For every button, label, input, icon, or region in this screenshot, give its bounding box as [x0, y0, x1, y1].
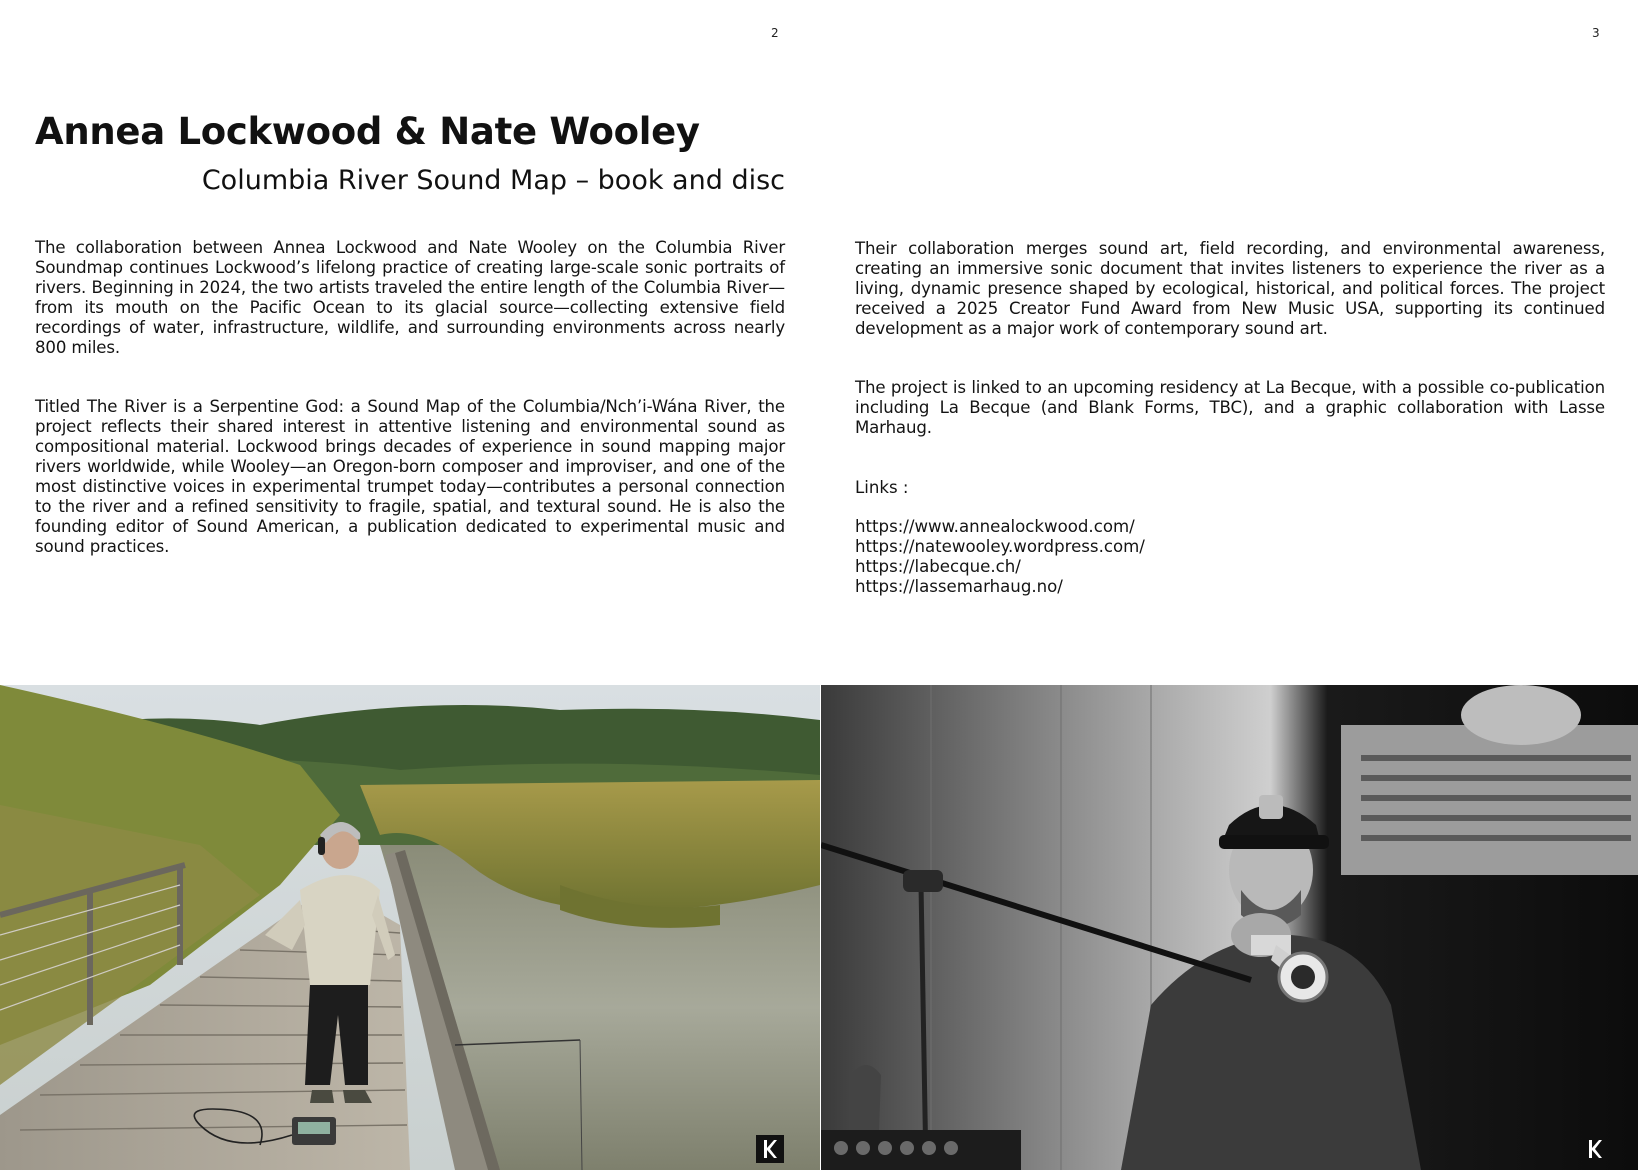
page-title: Annea Lockwood & Nate Wooley — [35, 110, 700, 153]
link-item — [855, 537, 1145, 557]
page-number-right: 3 — [1592, 26, 1600, 40]
paragraph-residency: The project is linked to an upcoming residency at La Becque, with a possible co-publication including La Becque (and Blank Forms, TBC), and a graphic collaboration with Lasse Marhaug. — [855, 378, 1605, 437]
page-number-left: 2 — [771, 26, 779, 40]
page-subtitle: Columbia River Sound Map – book and disc — [201, 165, 785, 196]
link-item — [855, 577, 1145, 597]
publisher-logo-icon — [1581, 1135, 1609, 1163]
publisher-logo-icon — [756, 1135, 784, 1163]
links-list — [855, 517, 1145, 597]
link-item — [855, 517, 1145, 537]
paragraph-collaboration: The collaboration between Annea Lockwood and Nate Wooley on the Columbia River Soundmap continues Lockwood’s lifelong practice of creating large-scale sonic portraits of rivers. Beginning in 2024, the two artists traveled the entire length of the Columbia River—from its mouth on the Pacific Ocean to its glacial source—collecting extensive field recordings of water, infrastructure, wildlife, and surrounding environments across nearly 800 miles. — [35, 238, 785, 357]
paragraph-project: Titled The River is a Serpentine God: a Sound Map of the Columbia/Nch’i-Wána River, the project reflects their shared interest in attentive listening and environmental sound as compositional material. Lockwood brings decades of experience in sound mapping major rivers worldwide, while Wooley—an Oregon-born composer and improviser, and one of the most distinctive voices in experimental trumpet today—contributes a personal connection to the river and a refined sensitivity to fragile, spatial, and textural sound. He is also the founding editor of Sound American, a publication dedicated to experimental music and sound practices. — [35, 397, 785, 556]
link-item — [855, 557, 1145, 577]
marsh-scene-illustration — [0, 685, 820, 1170]
link-lassemarhaug[interactable]: https://lassemarhaug.no/ — [855, 577, 1063, 596]
paragraph-merges: Their collaboration merges sound art, field recording, and environmental awareness, creating an immersive sonic document that invites listeners to experience the river as a living, dynamic presence shaped by ecological, historical, and political forces. The project received a 2025 Creator Fund Award from New Music USA, supporting its continued development as a major work of contemporary sound art. — [855, 239, 1605, 338]
trumpet-scene-illustration — [821, 685, 1638, 1170]
link-natewooley[interactable]: https://natewooley.wordpress.com/ — [855, 537, 1145, 556]
link-labecque[interactable]: https://labecque.ch/ — [855, 557, 1021, 576]
links-label: Links : — [855, 478, 909, 497]
photo-marsh-boardwalk — [0, 685, 820, 1170]
link-annealockwood[interactable]: https://www.annealockwood.com/ — [855, 517, 1135, 536]
photo-trumpet-player — [821, 685, 1638, 1170]
